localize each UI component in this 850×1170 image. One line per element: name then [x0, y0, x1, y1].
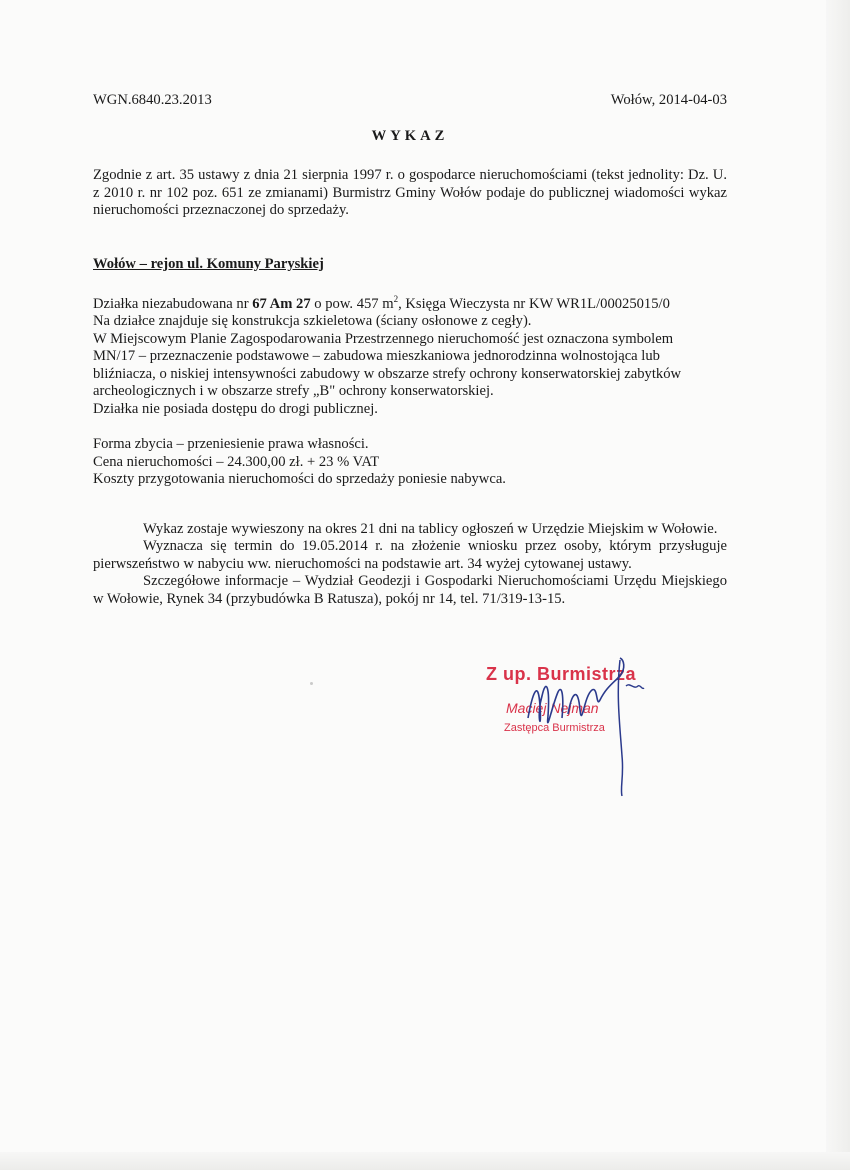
scan-edge-right: [826, 0, 850, 1170]
stamp-line-2: Maciej Nejman: [506, 700, 599, 716]
notice-section: [93, 521, 727, 609]
property-description: [93, 291, 727, 418]
notice-paragraph-3: Szczegółowe informacje – Wydział Geodezji i Gospodarki Nieruchomościami Urzędu Miejskiego w Wołowie, Rynek 34 (przybudówka B Ratusza), pokój nr 14, tel. 71/319-13-15.: [93, 573, 727, 607]
intro-paragraph: Zgodnie z art. 35 ustawy z dnia 21 sierpnia 1997 r. o gospodarce nieruchomościami (tekst jednolity: Dz. U. z 2010 r. nr 102 poz. 651 ze zmianami) Burmistrz Gminy Wołów podaje do publicznej wiadomości wykaz nieruchomości przeznaczonej do sprzedaży.: [93, 167, 727, 218]
notice-paragraph-1: Wykaz zostaje wywieszony na okres 21 dni na tablicy ogłoszeń w Urzędzie Miejskim w Wołowie.: [143, 520, 718, 537]
property-line-3: W Miejscowym Planie Zagospodarowania Przestrzennego nieruchomość jest oznaczona symbolem: [93, 330, 674, 347]
scan-edge-bottom: [0, 1152, 850, 1170]
property-line-4: MN/17 – przeznaczenie podstawowe – zabudowa mieszkaniowa jednorodzinna wolnostojąca lub: [93, 348, 660, 365]
sale-terms: [93, 436, 727, 489]
property-line-7: Działka nie posiada dostępu do drogi publicznej.: [93, 400, 378, 417]
handwritten-signature: [480, 656, 660, 806]
parcel-line: [93, 291, 727, 313]
parcel-number: 67 Am 27: [252, 295, 311, 312]
location-heading: Wołów – rejon ul. Komuny Paryskiej: [93, 255, 324, 272]
document-title: WYKAZ: [371, 127, 449, 144]
area-unit-superscript: 2: [393, 294, 399, 304]
sale-costs: Koszty przygotowania nieruchomości do sprzedaży poniesie nabywca.: [93, 471, 506, 488]
place-and-date: Wołów, 2014-04-03: [610, 92, 727, 108]
notice-paragraph-2: Wyznacza się termin do 19.05.2014 r. na złożenie wniosku przez osoby, którym przysługuje pierwszeństwo w nabyciu ww. nieruchomości na podstawie art. 34 wyżej cytowanej ustawy.: [93, 538, 727, 572]
property-line-2: Na działce znajduje się konstrukcja szkieletowa (ściany osłonowe z cegły).: [93, 313, 532, 330]
reference-number: WGN.6840.23.2013: [93, 92, 212, 108]
stamp-line-3: Zastępca Burmistrza: [504, 722, 605, 734]
parcel-prefix: Działka niezabudowana nr: [93, 295, 253, 312]
scan-speck: [310, 682, 313, 685]
property-line-6: archeologicznych i w obszarze strefy „B" ochrony konserwatorskiej.: [93, 383, 494, 400]
header-row: [93, 92, 727, 110]
document-body: [93, 92, 727, 608]
parcel-suffix: o pow. 457 m: [310, 295, 394, 312]
sale-price: Cena nieruchomości – 24.300,00 zł. + 23 % VAT: [93, 453, 380, 470]
stamp-line-1: Z up. Burmistrza: [486, 664, 637, 684]
land-register: , Księga Wieczysta nr KW WR1L/00025015/0: [398, 295, 670, 312]
sale-form: Forma zbycia – przeniesienie prawa własności.: [93, 436, 369, 453]
official-stamp: [480, 656, 660, 806]
property-line-5: bliźniacza, o niskiej intensywności zabudowy w obszarze strefy ochrony konserwatorskiej zabytków: [93, 365, 682, 382]
